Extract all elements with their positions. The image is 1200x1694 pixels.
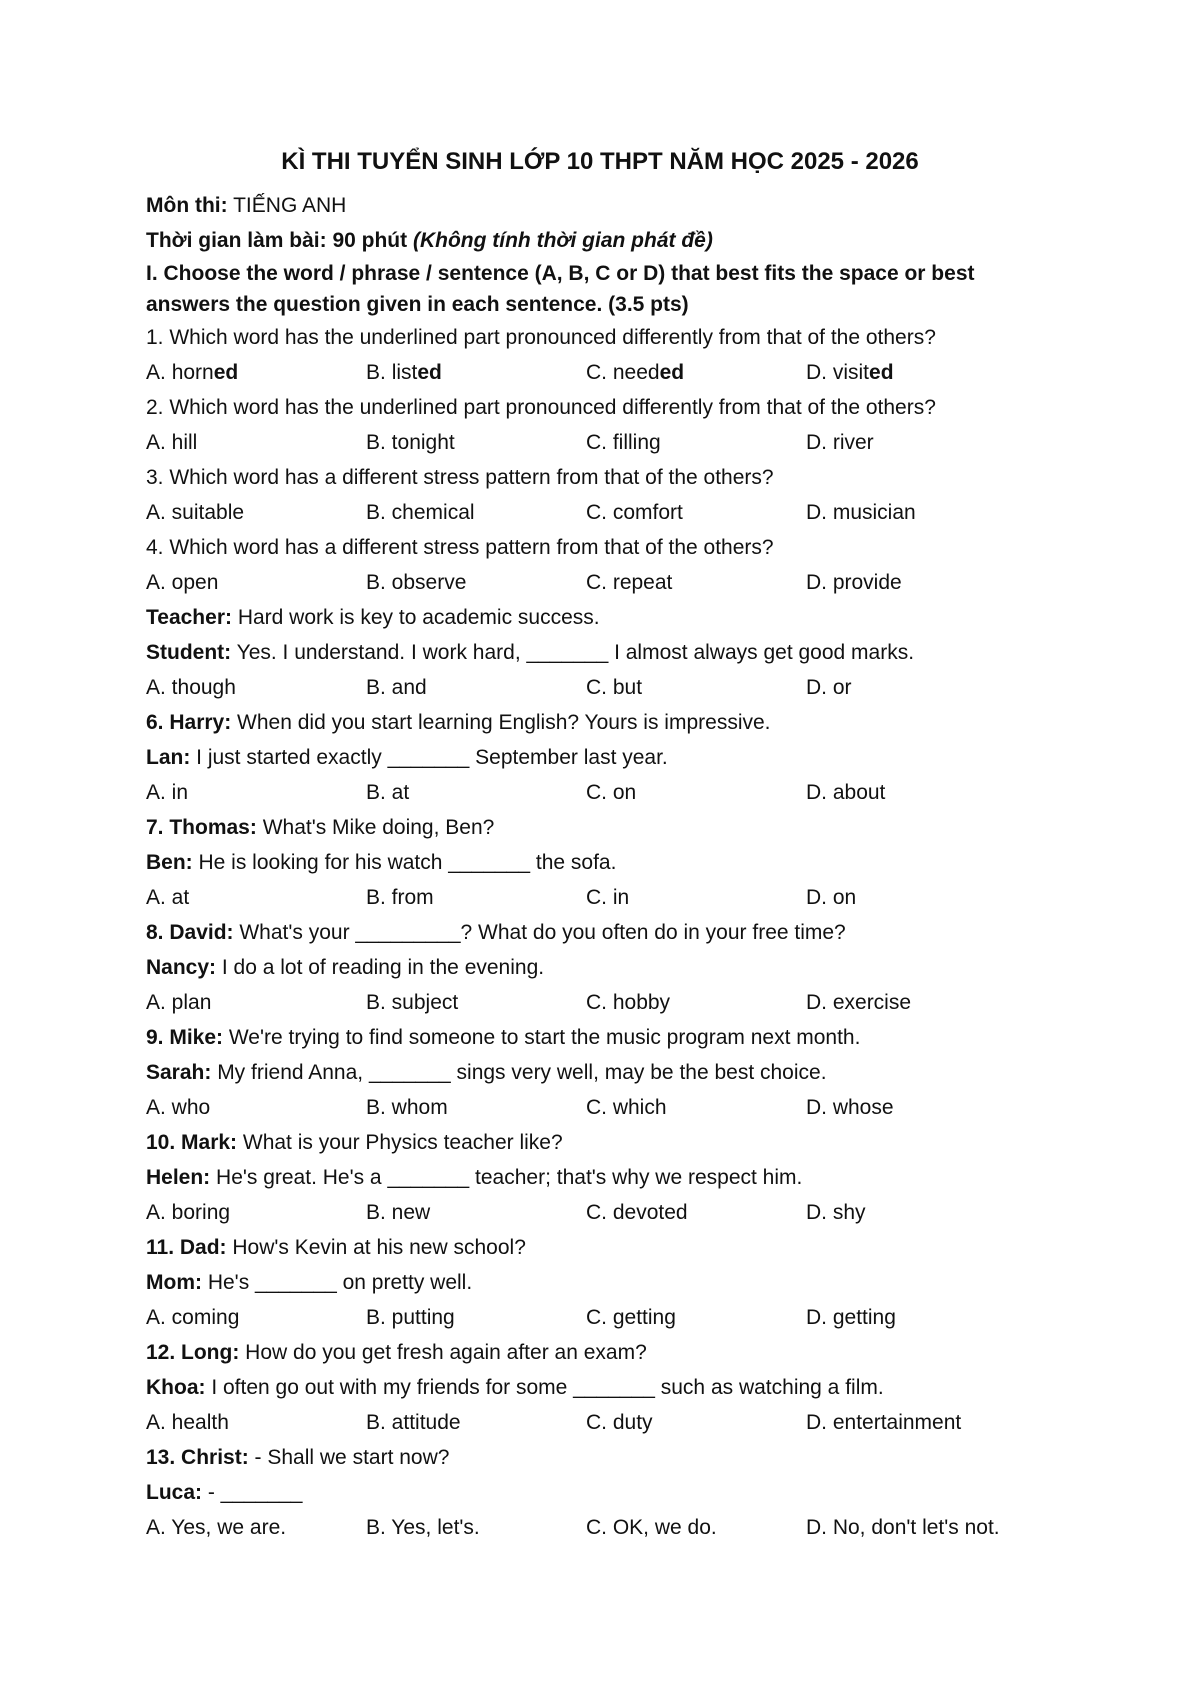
- options-row-5: [146, 670, 1026, 705]
- options-row-3: [146, 495, 1026, 530]
- options-row-6: [146, 775, 1026, 810]
- option-11c: C. getting: [586, 1306, 676, 1329]
- dialogue-11-line-1: 11. Dad: How's Kevin at his new school?: [146, 1236, 526, 1259]
- option-2a: A. hill: [146, 431, 198, 454]
- options-row-12: [146, 1405, 1026, 1440]
- dialogue-11-line-2: Mom: He's _______ on pretty well.: [146, 1271, 473, 1294]
- dialogue-6-line-1: 6. Harry: When did you start learning English? Yours is impressive.: [146, 711, 771, 734]
- dialogue-6-line-2: Lan: I just started exactly _______ September last year.: [146, 746, 668, 769]
- option-4d: D. provide: [806, 571, 902, 594]
- option-3d: D. musician: [806, 501, 916, 524]
- options-row-7: [146, 880, 1026, 915]
- option-1d: D. visited: [806, 361, 894, 384]
- option-7d: D. on: [806, 886, 857, 909]
- dialogue-10-line-2: Helen: He's great. He's a _______ teacher; that's why we respect him.: [146, 1166, 803, 1189]
- options-row-1: [146, 355, 1026, 390]
- exam-title: KÌ THI TUYỂN SINH LỚP 10 THPT NĂM HỌC 2025 - 2026: [281, 148, 919, 175]
- question-2: 2. Which word has the underlined part pronounced differently from that of the others?: [146, 396, 936, 419]
- option-13b: B. Yes, let's.: [366, 1516, 480, 1539]
- dialogue-12-line-1: 12. Long: How do you get fresh again after an exam?: [146, 1341, 647, 1364]
- option-10b: B. new: [366, 1201, 431, 1224]
- exam-content: [146, 188, 1026, 1545]
- option-6a: A. in: [146, 781, 189, 804]
- dialogue-7-line-2: Ben: He is looking for his watch _______ the sofa.: [146, 851, 617, 874]
- option-12b: B. attitude: [366, 1411, 461, 1434]
- dialogue-8-line-2: Nancy: I do a lot of reading in the evening.: [146, 956, 545, 979]
- option-2c: C. filling: [586, 431, 661, 454]
- dialogue-10-line-1: 10. Mark: What is your Physics teacher like?: [146, 1131, 563, 1154]
- dialogue-9-line-2: Sarah: My friend Anna, _______ sings very well, may be the best choice.: [146, 1061, 827, 1084]
- options-row-8: [146, 985, 1026, 1020]
- subject-label: Môn thi:: [146, 194, 228, 217]
- dialogue-13-line-1: 13. Christ: - Shall we start now?: [146, 1446, 450, 1469]
- options-row-13: [146, 1510, 1026, 1545]
- question-3: 3. Which word has a different stress pattern from that of the others?: [146, 466, 774, 489]
- option-1a: A. horned: [146, 361, 239, 384]
- option-6b: B. at: [366, 781, 410, 804]
- options-row-11: [146, 1300, 1026, 1335]
- option-11b: B. putting: [366, 1306, 455, 1329]
- option-4a: A. open: [146, 571, 219, 594]
- option-8a: A. plan: [146, 991, 212, 1014]
- options-row-10: [146, 1195, 1026, 1230]
- option-13a: A. Yes, we are.: [146, 1516, 287, 1539]
- option-13c: C. OK, we do.: [586, 1516, 717, 1539]
- question-1: 1. Which word has the underlined part pronounced differently from that of the others?: [146, 326, 936, 349]
- options-row-9: [146, 1090, 1026, 1125]
- question-4: 4. Which word has a different stress pattern from that of the others?: [146, 536, 774, 559]
- option-10c: C. devoted: [586, 1201, 688, 1224]
- subject-line: [146, 188, 1026, 223]
- options-row-2: [146, 425, 1026, 460]
- option-6c: C. on: [586, 781, 637, 804]
- time-line: [146, 223, 1026, 258]
- option-12d: D. entertainment: [806, 1411, 962, 1434]
- options-row-4: [146, 565, 1026, 600]
- dialogue-12-line-2: Khoa: I often go out with my friends for some _______ such as watching a film.: [146, 1376, 884, 1399]
- option-12a: A. health: [146, 1411, 229, 1434]
- dialogue-7-line-1: 7. Thomas: What's Mike doing, Ben?: [146, 816, 495, 839]
- option-3a: A. suitable: [146, 501, 245, 524]
- subject-value: TIẾNG ANH: [233, 194, 347, 217]
- option-4b: B. observe: [366, 571, 467, 594]
- option-5b: B. and: [366, 676, 427, 699]
- option-13d: D. No, don't let's not.: [806, 1516, 1000, 1539]
- option-9a: A. who: [146, 1096, 211, 1119]
- dialogue-5-line-1: Teacher: Hard work is key to academic success.: [146, 606, 600, 629]
- option-1b: B. listed: [366, 361, 442, 384]
- option-7c: C. in: [586, 886, 630, 909]
- dialogue-5-line-2: Student: Yes. I understand. I work hard, _______ I almost always get good marks.: [146, 641, 915, 664]
- option-3b: B. chemical: [366, 501, 475, 524]
- time-label: Thời gian làm bài: 90 phút: [146, 229, 408, 252]
- option-2d: D. river: [806, 431, 874, 454]
- option-10a: A. boring: [146, 1201, 231, 1224]
- option-8b: B. subject: [366, 991, 459, 1014]
- dialogue-13-line-2: Luca: - _______: [146, 1481, 303, 1504]
- dialogue-8-line-1: 8. David: What's your _________? What do you often do in your free time?: [146, 921, 846, 944]
- option-5d: D. or: [806, 676, 852, 699]
- option-9b: B. whom: [366, 1096, 448, 1119]
- option-5c: C. but: [586, 676, 643, 699]
- option-6d: D. about: [806, 781, 886, 804]
- dialogue-9-line-1: 9. Mike: We're trying to find someone to start the music program next month.: [146, 1026, 861, 1049]
- option-11d: D. getting: [806, 1306, 896, 1329]
- option-7a: A. at: [146, 886, 190, 909]
- option-4c: C. repeat: [586, 571, 673, 594]
- option-8d: D. exercise: [806, 991, 912, 1014]
- option-12c: C. duty: [586, 1411, 653, 1434]
- section-instruction: I. Choose the word / phrase / sentence (A, B, C or D) that best fits the space or best answers the question given in each sentence. (3.5 pts): [146, 262, 975, 316]
- option-2b: B. tonight: [366, 431, 455, 454]
- option-7b: B. from: [366, 886, 434, 909]
- option-3c: C. comfort: [586, 501, 683, 524]
- option-5a: A. though: [146, 676, 236, 699]
- option-10d: D. shy: [806, 1201, 866, 1224]
- option-9c: C. which: [586, 1096, 667, 1119]
- option-9d: D. whose: [806, 1096, 894, 1119]
- time-note: (Không tính thời gian phát đề): [412, 229, 713, 252]
- option-11a: A. coming: [146, 1306, 240, 1329]
- option-1c: C. needed: [586, 361, 685, 384]
- option-8c: C. hobby: [586, 991, 671, 1014]
